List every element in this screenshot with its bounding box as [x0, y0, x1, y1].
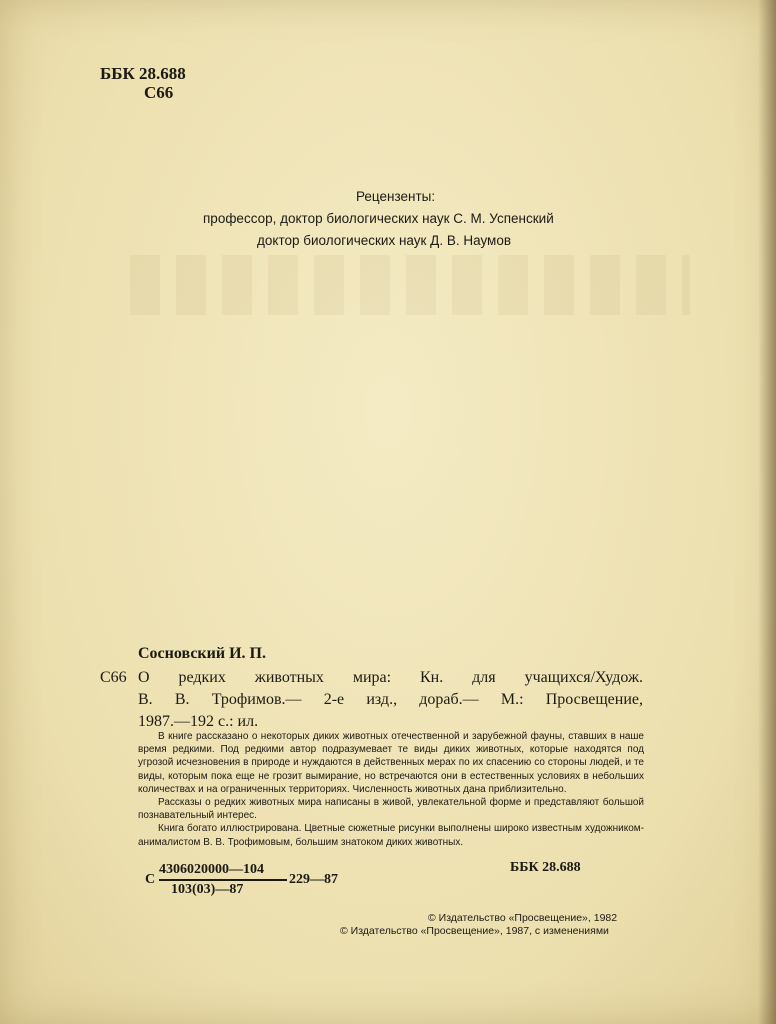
reviewer-line: профессор, доктор биологических наук С. М. Успенский	[203, 211, 554, 226]
title-line: О редких животных мира: Кн. для учащихся/Худож.	[138, 669, 643, 686]
copyright-line: © Издательство «Просвещение», 1987, с изменениями	[340, 925, 609, 937]
imprint-denominator: 103(03)—87	[171, 882, 244, 897]
imprint-code: 229—87	[289, 872, 338, 887]
annotation-paragraph: Рассказы о редких животных мира написаны в живой, увлекательной форме и представляют большой познавательный интерес.	[138, 797, 644, 822]
title-line: 1987.—192 с.: ил.	[138, 713, 259, 730]
reviewer-line: доктор биологических наук Д. В. Наумов	[257, 233, 512, 248]
bbk-classification-top	[100, 64, 186, 102]
bleed-through-shadow	[130, 255, 690, 315]
entry-author: Сосновский И. П.	[138, 645, 266, 662]
author-mark: С66	[144, 83, 174, 102]
imprint-letter: С	[145, 872, 156, 887]
entry-code: С66	[100, 669, 127, 686]
annotation	[138, 730, 644, 849]
reviewers-label: Рецензенты:	[356, 189, 436, 204]
spine-shadow	[758, 0, 776, 1024]
copyright-block	[340, 912, 617, 938]
bbk-code: ББК 28.688	[100, 64, 186, 83]
imprint-numerator: 4306020000—104	[159, 862, 264, 877]
title-line: В. В. Трофимов.— 2-е изд., дораб.— М.: Просвещение,	[138, 691, 643, 708]
entry-title	[138, 667, 643, 733]
bbk-code-bottom: ББК 28.688	[510, 860, 581, 875]
fraction-bar	[159, 879, 287, 881]
annotation-paragraph: Книга богато иллюстрирована. Цветные сюжетные рисунки выполнены широко известным художником-анималистом В. В. Трофимовым, большим знатоком диких животных.	[138, 823, 644, 848]
copyright-line: © Издательство «Просвещение», 1982	[428, 912, 618, 924]
annotation-paragraph: В книге рассказано о некоторых диких животных отечественной и зарубежной фауны, ставших в наше время редкими. Под редкими автор подразумевает те виды диких животных, которые находятся под угрозой исчезновения в природе и нуждаются в действенных мерах по их спасению со стороны людей, и те виды, которым пока еще не грозит вымирание, но встречаются они в естественных условиях в небольших количествах и на ограниченных территориях. Численность животных дана приблизительно.	[138, 731, 644, 795]
